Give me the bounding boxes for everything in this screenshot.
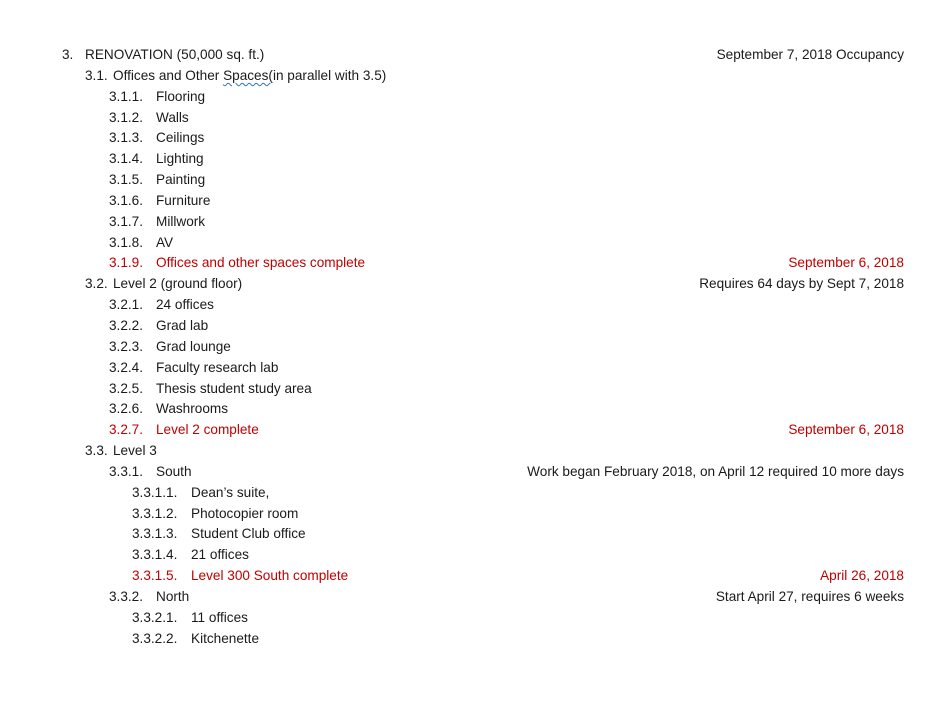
item-text: Level 2 (ground floor) [113,276,243,292]
item-number: 3.3.1.4. [132,547,178,563]
item-number: 3.3.1.5. [132,568,178,584]
outline-item-3-1-7 [0,212,951,233]
item-number: 3.1.4. [109,151,144,167]
item-text: North [156,588,190,604]
item-number: 3.1.9. [109,255,144,271]
outline-item-3-3-1 [0,462,951,483]
item-text: Photocopier room [191,505,299,521]
item-text: Ceilings [156,130,205,146]
item-text-pre: Offices and Other [113,67,224,83]
outline-item-3-1-5 [0,170,951,191]
outline-item-3-2-4 [0,358,951,379]
item-number: 3.3.2.2. [132,630,178,646]
outline-item-3-1-8 [0,233,951,254]
item-text: Thesis student study area [156,380,312,396]
item-text: Faculty research lab [156,359,279,375]
item-text: Walls [156,109,189,125]
item-text: Student Club office [191,526,306,542]
item-note: September 7, 2018 Occupancy [716,47,904,62]
item-text: Grad lounge [156,338,231,354]
item-text-post: in parallel with 3.5) [272,67,387,83]
item-note: Start April 27, requires 6 weeks [715,588,904,604]
item-text: Dean’s suite, [191,484,270,500]
item-number: 3.3.1. [109,463,144,479]
item-note: April 26, 2018 [820,568,904,584]
item-text: Furniture [156,192,211,208]
item-note: September 6, 2018 [788,422,904,438]
item-text: Kitchenette [191,630,260,646]
outline-item-3-3-1-1 [0,483,951,504]
item-number: 3.3.2. [109,588,144,604]
item-text: Level 3 [113,443,157,459]
outline-item-3-2-6 [0,399,951,420]
item-number: 3.2.1. [109,297,144,313]
item-number: 3.1.8. [109,234,144,250]
outline-item-3 [0,45,951,66]
item-text: Painting [156,172,206,188]
item-text: Level 300 South complete [191,568,349,584]
item-number: 3.3. [85,443,108,459]
outline-item-3-1-6 [0,191,951,212]
item-number: 3. [62,47,74,62]
item-number: 3.1.7. [109,213,144,229]
item-number: 3.1.3. [109,130,144,146]
item-number: 3.1.2. [109,109,144,125]
outline-item-3-3-1-3 [0,524,951,545]
item-text: Level 2 complete [156,422,259,438]
item-number: 3.3.2.1. [132,609,178,625]
item-number: 3.2.3. [109,338,144,354]
outline-item-3-3-1-2 [0,504,951,525]
item-number: 3.3.1.1. [132,484,178,500]
item-number: 3.2.6. [109,401,144,417]
outline-item-3-1-9-milestone [0,253,951,274]
outline-item-3-1-3 [0,128,951,149]
item-number: 3.1.5. [109,172,144,188]
outline-item-3-3 [0,441,951,462]
outline-item-3-1 [0,66,951,87]
item-text: Flooring [156,88,206,104]
item-number: 3.3.1.2. [132,505,178,521]
item-note: Requires 64 days by Sept 7, 2018 [699,276,904,292]
item-note: September 6, 2018 [788,255,904,271]
outline-item-3-2-7-milestone [0,420,951,441]
item-text: Lighting [156,151,204,167]
item-text: RENOVATION (50,000 sq. ft.) [85,47,265,62]
item-number: 3.1.6. [109,192,144,208]
item-text: 11 offices [191,609,248,625]
item-text: Offices and other spaces complete [156,255,366,271]
item-text: Grad lab [156,317,209,333]
item-text: 21 offices [191,547,249,563]
item-text: 24 offices [156,297,214,313]
outline-item-3-3-1-5-milestone [0,566,951,587]
item-number: 3.3.1.3. [132,526,178,542]
item-number: 3.2.4. [109,359,144,375]
outline-item-3-2 [0,274,951,295]
spellcheck-flagged-word[interactable]: Spaces( [223,67,273,83]
item-text: Washrooms [156,401,229,417]
outline-item-3-2-1 [0,295,951,316]
item-number: 3.2.2. [109,317,144,333]
outline-item-3-3-2-1 [0,608,951,629]
item-number: 3.2. [85,276,108,292]
outline-item-3-2-3 [0,337,951,358]
item-note: Work began February 2018, on April 12 required 10 more days [527,463,904,479]
item-number: 3.1. [85,67,108,83]
item-number: 3.2.5. [109,380,144,396]
item-text: South [156,463,192,479]
outline-item-3-3-2 [0,587,951,608]
item-number: 3.2.7. [109,422,144,438]
outline-item-3-1-4 [0,149,951,170]
outline-item-3-1-1 [0,87,951,108]
outline-item-3-2-5 [0,379,951,400]
item-text: Millwork [156,213,206,229]
outline-item-3-3-1-4 [0,545,951,566]
item-number: 3.1.1. [109,88,144,104]
outline-item-3-1-2 [0,108,951,129]
item-text: AV [156,234,174,250]
outline-item-3-3-2-2 [0,629,951,650]
outline-item-3-2-2 [0,316,951,337]
item-text [113,66,386,87]
document-body [0,45,951,649]
